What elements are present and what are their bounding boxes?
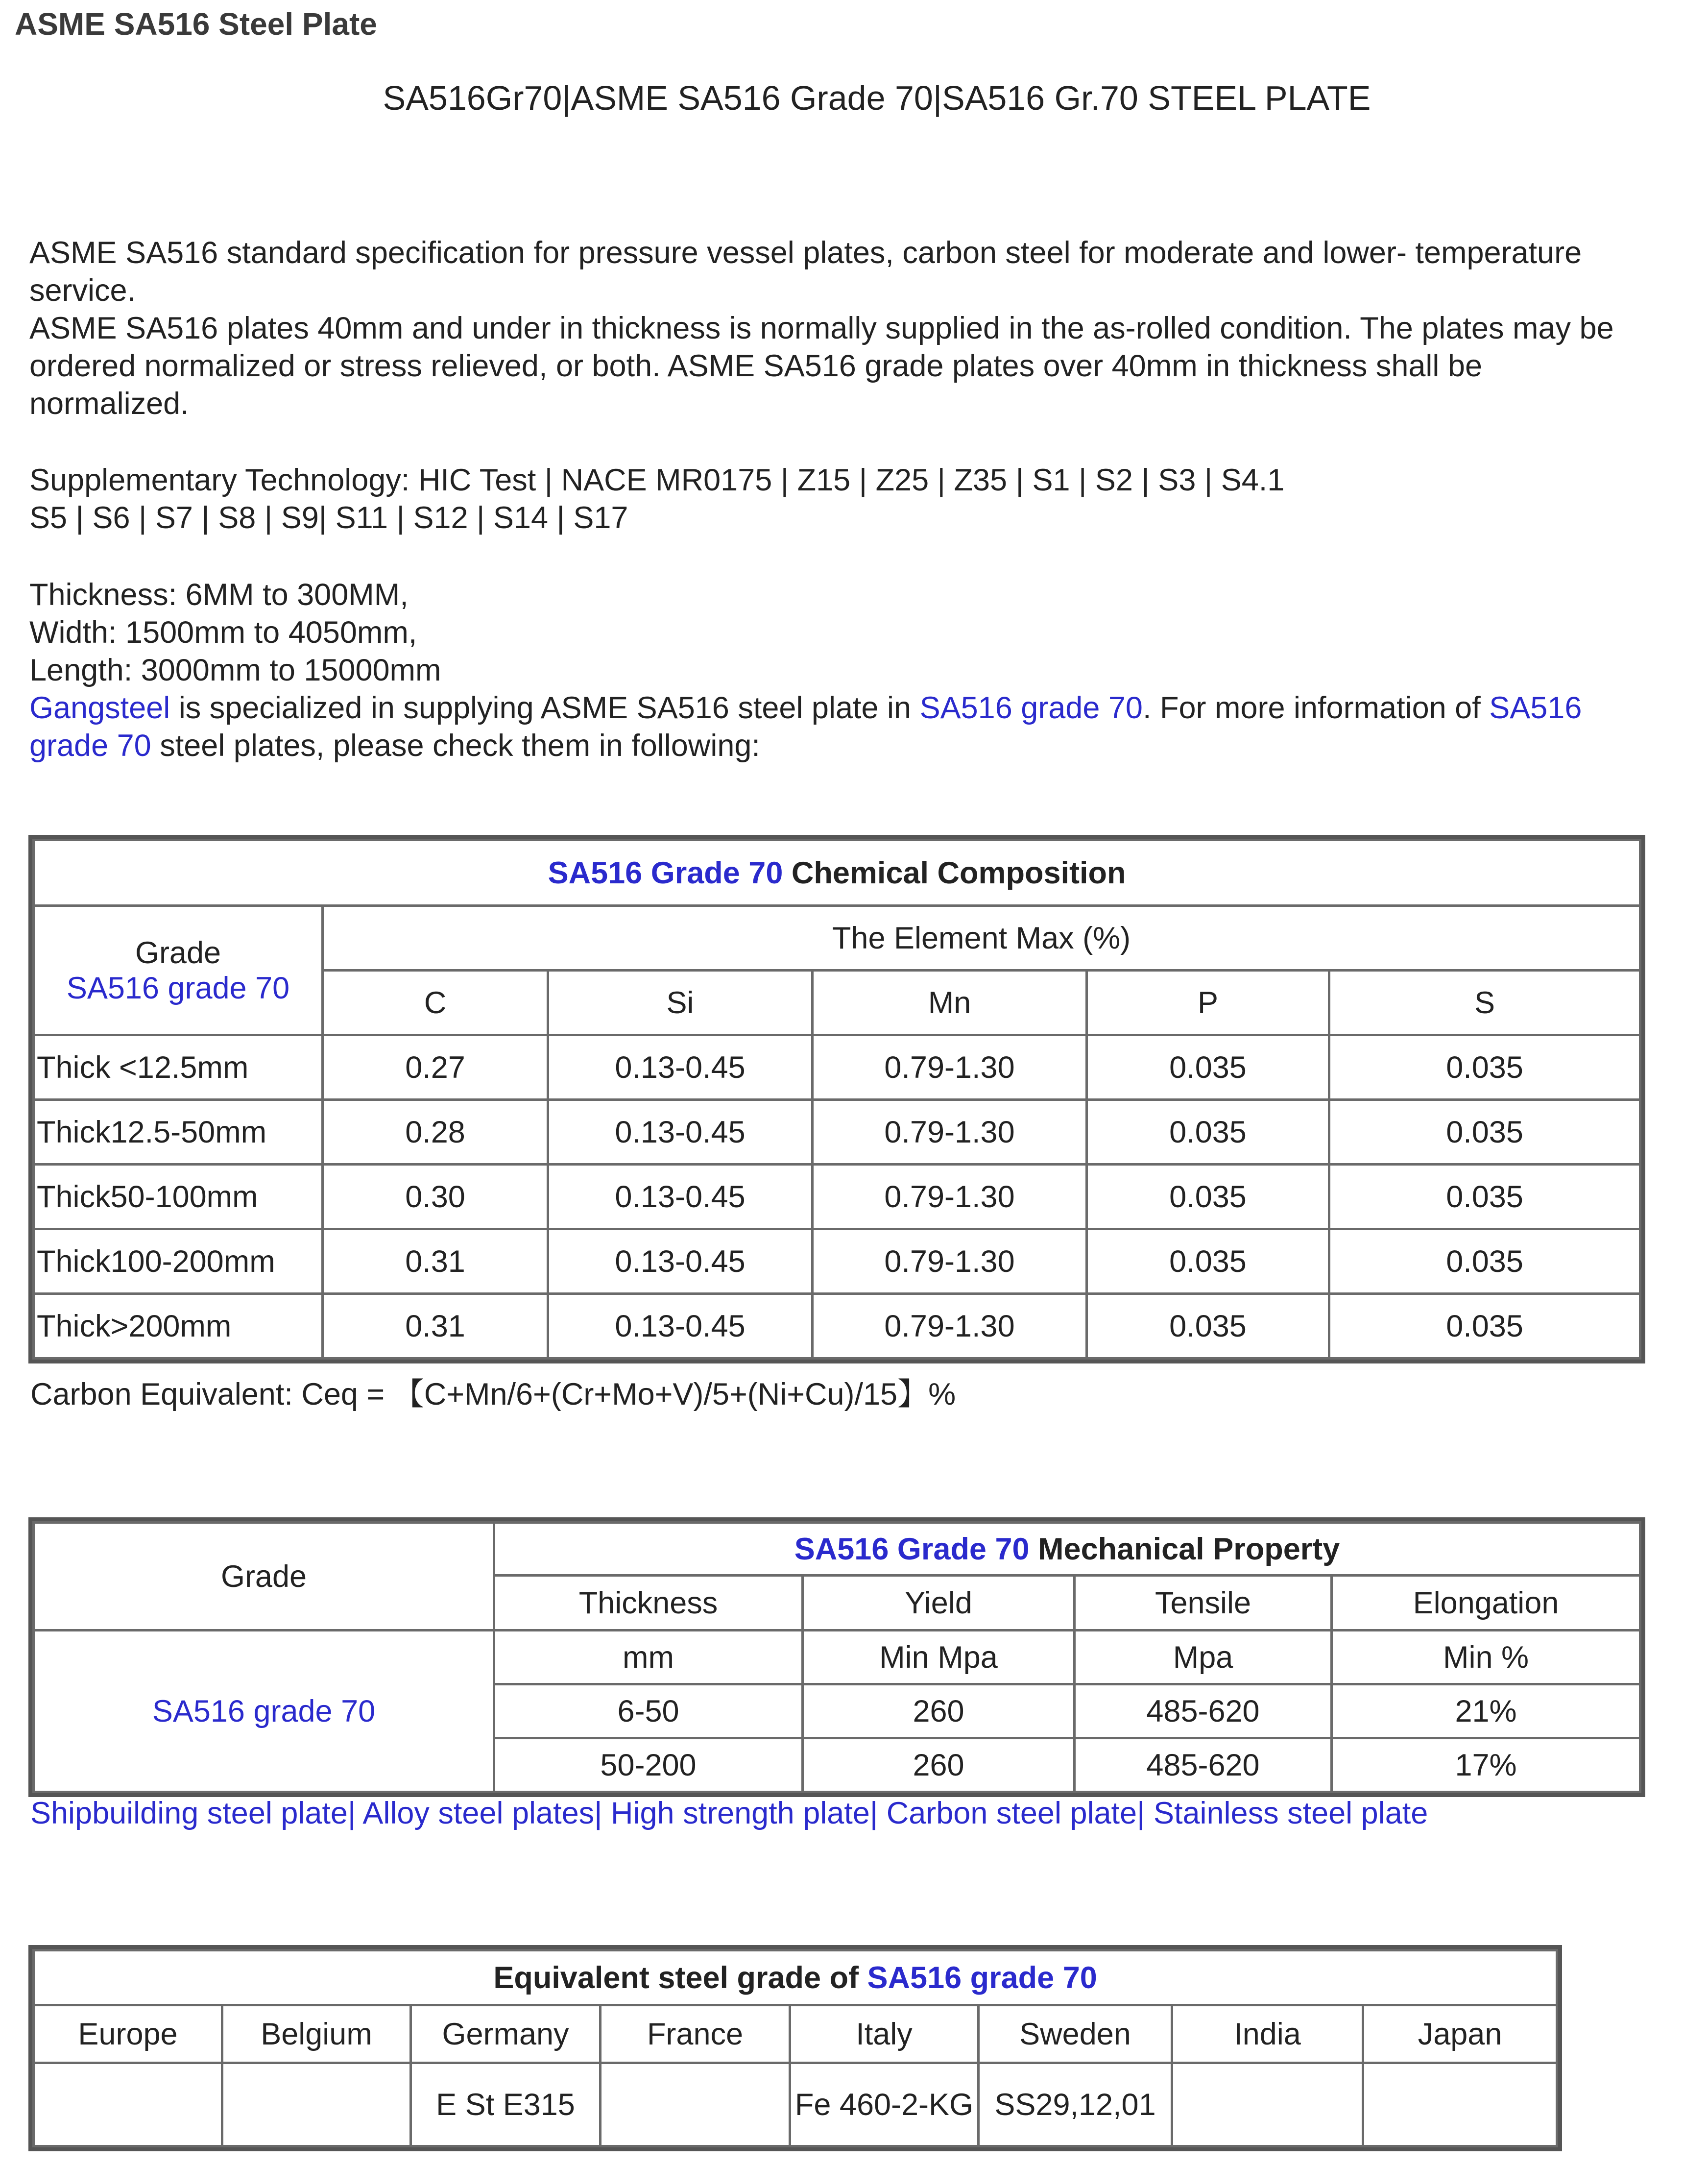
table-row [34, 1165, 1640, 1229]
country-header: Europe [34, 2005, 222, 2063]
row-label: Thick12.5-50mm [34, 1100, 323, 1165]
carbon-equivalent: Carbon Equivalent: Ceq = 【C+Mn/6+(Cr+Mo+V)/5+(Ni+Cu)/15】% [30, 1377, 956, 1412]
table-cell: 0.13-0.45 [548, 1100, 813, 1165]
table-cell: 0.27 [323, 1035, 548, 1100]
table-cell: 0.035 [1087, 1294, 1329, 1359]
table-cell: 0.035 [1329, 1229, 1640, 1294]
width-range: Width: 1500mm to 4050mm, [29, 615, 417, 650]
column-header: Mn [813, 971, 1087, 1035]
supply-line-2 [29, 727, 1695, 765]
table-cell: 0.035 [1087, 1035, 1329, 1100]
country-header: France [601, 2005, 790, 2063]
table-cell: 0.79-1.30 [813, 1294, 1087, 1359]
unit-cell: mm [494, 1631, 803, 1684]
page-heading: ASME SA516 Steel Plate [15, 6, 377, 42]
column-header: Elongation [1332, 1576, 1640, 1631]
table-cell [34, 2063, 222, 2146]
grade-label: Grade [135, 935, 221, 970]
table-cell: 21% [1332, 1684, 1640, 1738]
table-cell: SS29,12,01 [979, 2063, 1172, 2146]
chemical-table-title [34, 840, 1640, 906]
intro-paragraph [29, 234, 1695, 423]
sa516-grade-70-link[interactable]: SA516 grade 70 [152, 1694, 376, 1728]
table-cell: 0.035 [1329, 1294, 1640, 1359]
country-header: Belgium [222, 2005, 411, 2063]
table-cell: 50-200 [494, 1738, 803, 1792]
grade-header-cell: Grade [34, 1523, 494, 1631]
table-cell: 0.79-1.30 [813, 1165, 1087, 1229]
table-cell: 6-50 [494, 1684, 803, 1738]
sizes-paragraph [29, 576, 1695, 765]
grade-header-cell [34, 906, 323, 1035]
intro-line: ASME SA516 plates 40mm and under in thickness is normally supplied in the as-rolled condition. The plates may be [29, 311, 1614, 345]
country-header: India [1172, 2005, 1363, 2063]
link-separator: | [347, 1796, 356, 1830]
table-title-row [34, 840, 1640, 906]
column-header: C [323, 971, 548, 1035]
table-cell: 0.79-1.30 [813, 1229, 1087, 1294]
sa516-link[interactable]: SA516 [1489, 691, 1582, 725]
link-separator: | [1137, 1796, 1145, 1830]
country-header: Italy [790, 2005, 979, 2063]
supplementary-line: S5 | S6 | S7 | S8 | S9| S11 | S12 | S14 | S17 [29, 501, 628, 535]
sa516-grade-70-link[interactable]: SA516 grade 70 [919, 691, 1143, 725]
supply-text: is specialized in supplying ASME SA516 steel plate in [170, 691, 920, 725]
column-header: Thickness [494, 1576, 803, 1631]
table-cell: 0.31 [323, 1294, 548, 1359]
mechanical-table-title [494, 1523, 1640, 1576]
units-row [34, 1631, 1640, 1684]
link-separator: | [869, 1796, 878, 1830]
table-row [34, 1100, 1640, 1165]
sa516-grade-70-link[interactable]: SA516 grade 70 [66, 971, 290, 1005]
table-cell: 17% [1332, 1738, 1640, 1792]
intro-line: service. [29, 273, 136, 308]
table-title-row [34, 1950, 1557, 2005]
table-cell: 0.79-1.30 [813, 1035, 1087, 1100]
table-row [34, 1035, 1640, 1100]
gangsteel-link[interactable]: Gangsteel [29, 691, 170, 725]
carbon-steel-plate-link[interactable]: Carbon steel plate [886, 1796, 1137, 1830]
alloy-steel-plates-link[interactable]: Alloy steel plates [362, 1796, 595, 1830]
mechanical-title-text: Mechanical Property [1029, 1532, 1340, 1566]
country-header-row [34, 2005, 1557, 2063]
row-label: Thick>200mm [34, 1294, 323, 1359]
table-cell: 485-620 [1075, 1684, 1332, 1738]
table-cell: 0.035 [1087, 1229, 1329, 1294]
intro-line: normalized. [29, 387, 189, 421]
equivalent-table-title [34, 1950, 1557, 2005]
table-cell [222, 2063, 411, 2146]
equivalent-grades-table [32, 1949, 1558, 2147]
equivalent-title-text: Equivalent steel grade of [493, 1960, 867, 1995]
supplementary-line: Supplementary Technology: HIC Test | NACE MR0175 | Z15 | Z25 | Z35 | S1 | S2 | S3 | S4.1 [29, 463, 1285, 497]
table-cell: E St E315 [411, 2063, 601, 2146]
table-title-row [34, 1523, 1640, 1576]
table-cell: 0.13-0.45 [548, 1294, 813, 1359]
table-cell: 0.13-0.45 [548, 1165, 813, 1229]
unit-cell: Min % [1332, 1631, 1640, 1684]
chemical-title-text: Chemical Composition [783, 855, 1126, 890]
table-cell: 260 [803, 1738, 1075, 1792]
supply-line-1 [29, 689, 1695, 727]
column-header: S [1329, 971, 1640, 1035]
unit-cell: Mpa [1075, 1631, 1332, 1684]
length-range: Length: 3000mm to 15000mm [29, 653, 441, 687]
mechanical-property-table [32, 1521, 1641, 1793]
row-label: Thick <12.5mm [34, 1035, 323, 1100]
high-strength-plate-link[interactable]: High strength plate [611, 1796, 870, 1830]
sa516-grade-70-title-link[interactable]: SA516 Grade 70 [794, 1532, 1030, 1566]
table-cell: 260 [803, 1684, 1075, 1738]
table-cell: 0.035 [1329, 1035, 1640, 1100]
stainless-steel-plate-link[interactable]: Stainless steel plate [1153, 1796, 1428, 1830]
table-row [34, 1294, 1640, 1359]
row-label: Thick100-200mm [34, 1229, 323, 1294]
table-cell: 0.13-0.45 [548, 1229, 813, 1294]
table-cell: 485-620 [1075, 1738, 1332, 1792]
table-cell: 0.035 [1329, 1100, 1640, 1165]
country-header: Germany [411, 2005, 601, 2063]
table-cell: 0.79-1.30 [813, 1100, 1087, 1165]
intro-line: ASME SA516 standard specification for pressure vessel plates, carbon steel for moderate and lower- temperature [29, 236, 1582, 270]
intro-line: ordered normalized or stress relieved, or both. ASME SA516 grade plates over 40mm in thickness shall be [29, 349, 1482, 383]
table-cell [601, 2063, 790, 2146]
country-header: Sweden [979, 2005, 1172, 2063]
row-label: Thick50-100mm [34, 1165, 323, 1229]
table-cell: 0.035 [1087, 1165, 1329, 1229]
unit-cell: Min Mpa [803, 1631, 1075, 1684]
page-subtitle: SA516Gr70|ASME SA516 Grade 70|SA516 Gr.70 STEEL PLATE [383, 79, 1371, 117]
grade-cell [34, 1631, 494, 1792]
supply-text: steel plates, please check them in following: [151, 729, 760, 763]
table-cell: 0.035 [1329, 1165, 1640, 1229]
element-header-row [34, 906, 1640, 971]
column-header: P [1087, 971, 1329, 1035]
table-cell: 0.30 [323, 1165, 548, 1229]
element-max-header: The Element Max (%) [323, 906, 1640, 971]
column-header: Si [548, 971, 813, 1035]
column-header: Yield [803, 1576, 1075, 1631]
shipbuilding-steel-plate-link[interactable]: Shipbuilding steel plate [30, 1796, 348, 1830]
related-links [30, 1796, 1428, 1831]
chemical-composition-table [32, 839, 1641, 1360]
supply-text: . For more information of [1142, 691, 1490, 725]
table-cell [1172, 2063, 1363, 2146]
country-header: Japan [1363, 2005, 1557, 2063]
table-cell: 0.28 [323, 1100, 548, 1165]
table-cell: 0.035 [1087, 1100, 1329, 1165]
table-cell [1363, 2063, 1557, 2146]
table-row [34, 2063, 1557, 2146]
sa516-grade-70-title-link[interactable]: SA516 grade 70 [867, 1960, 1097, 1995]
thickness-range: Thickness: 6MM to 300MM, [29, 578, 409, 612]
table-cell: 0.13-0.45 [548, 1035, 813, 1100]
link-separator: | [594, 1796, 602, 1830]
table-cell: 0.31 [323, 1229, 548, 1294]
table-row [34, 1229, 1640, 1294]
grade-70-link[interactable]: grade 70 [29, 729, 151, 763]
sa516-grade-70-title-link[interactable]: SA516 Grade 70 [548, 855, 783, 890]
table-cell: Fe 460-2-KG [790, 2063, 979, 2146]
column-header: Tensile [1075, 1576, 1332, 1631]
supplementary-technology [29, 462, 1695, 537]
